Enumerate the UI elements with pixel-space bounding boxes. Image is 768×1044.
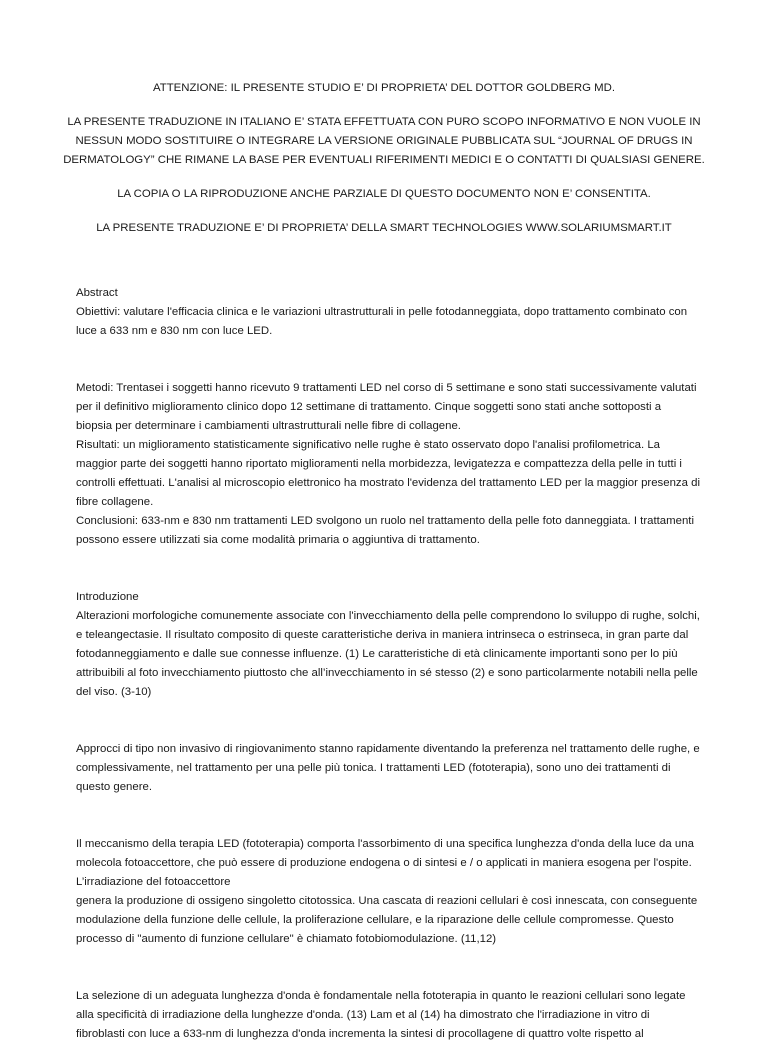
abstract-results: Risultati: un miglioramento statisticamente significativo nelle rughe è stato osservato dopo l'analisi profilometrica. La maggior parte dei soggetti hanno riportato miglioramenti nella morbidezza, levigatezza e compattezza della pelle in tutti i controlli effettuati. L'analisi al microscopio elettronico ha mostrato l'evidenza del trattamento LED per la maggior presenza di fibre collagene. (76, 439, 700, 508)
ownership-notice-goldberg: ATTENZIONE: IL PRESENTE STUDIO E’ DI PROPRIETA’ DEL DOTTOR GOLDBERG MD. (152, 82, 615, 94)
introduction-paragraph-2: Approcci di tipo non invasivo di ringiovanimento stanno rapidamente diventando la preferenza nel trattamento delle rughe, e complessivamente, nel trattamento per una pelle più tonica. I trattamenti LED (fototerapia), sono uno dei trattamenti di questo genere. (76, 743, 700, 793)
introduction-heading: Introduzione (76, 591, 139, 603)
introduction-paragraph-3a: Il meccanismo della terapia LED (fototerapia) comporta l'assorbimento di una specifica lunghezza d'onda della luce da una molecola fotoaccettore, che può essere di produzione endogena o di sintesi e / o applicati in maniera esogena per l'ospite. L’irradiazione del fotoaccettore (76, 838, 694, 888)
introduction-paragraph-3b: genera la produzione di ossigeno singoletto citotossica. Una cascata di reazioni cellulari è così innescata, con conseguente modulazione della funzione delle cellule, la proliferazione cellulare, e la riparazione delle cellule compromesse. Questo processo di "aumento di funzione cellulare" è chiamato fotobiomodulazione. (11,12) (76, 895, 698, 945)
document-body (76, 284, 700, 1044)
abstract-methods: Metodi: Trentasei i soggetti hanno ricevuto 9 trattamenti LED nel corso di 5 settimane e sono stati successivamente valutati per il definitivo miglioramento clinico dopo 12 settimane di trattamento. Cinque soggetti sono stati anche sottoposti a biopsia per determinare i cambiamenti ultrastrutturali nelle fibre di collagene. (76, 382, 697, 432)
introduction-paragraph-4: La selezione di un adeguata lunghezza d'onda è fondamentale nella fototerapia in quanto le reazioni cellulari sono legate alla specificità di irradiazione della lunghezze d'onda. (13) Lam et al (14) ha dimostrato che l'irradiazione in vitro di fibroblasti con luce a 633-nm di lunghezza d'onda incrementa la sintesi di procollagene di quattro volte rispetto al (76, 990, 686, 1040)
translation-disclaimer: LA PRESENTE TRADUZIONE IN ITALIANO E’ STATA EFFETTUATA CON PURO SCOPO INFORMATIVO E NON VUOLE IN NESSUN MODO SOSTITUIRE O INTEGRARE LA VERSIONE ORIGINALE PUBBLICATA SUL “JOURNAL OF DRUGS IN DERMATOLOGY” CHE RIMANE LA BASE PER EVENTUALI RIFERIMENTI MEDICI E O CONTATTI DI QUALSIASI GENERE. (63, 116, 705, 166)
copy-prohibition-notice: LA COPIA O LA RIPRODUZIONE ANCHE PARZIALE DI QUESTO DOCUMENTO NON E’ CONSENTITA. (117, 188, 651, 200)
copyright-header (60, 79, 708, 238)
translation-ownership-notice: LA PRESENTE TRADUZIONE E’ DI PROPRIETA’ DELLA SMART TECHNOLOGIES WWW.SOLARIUMSMART.IT (96, 222, 672, 234)
abstract-objectives: Obiettivi: valutare l'efficacia clinica e le variazioni ultrastrutturali in pelle fotodanneggiata, dopo trattamento combinato con luce a 633 nm e 830 nm con luce LED. (76, 306, 688, 337)
introduction-paragraph-1: Alterazioni morfologiche comunemente associate con l'invecchiamento della pelle comprendono lo sviluppo di rughe, solchi, e teleangectasie. Il risultato composito di queste caratteristiche deriva in maniera intrinseca o estrinseca, in gran parte dal fotodanneggiamento e dalle sue connesse influenze. (1) Le caratteristiche di età clinicamente importanti sono per lo più attribuibili al foto invecchiamento piuttosto che all’invecchiamento in sé stesso (2) e sono particolarmente notabili nella pelle del viso. (3-10) (76, 610, 700, 698)
abstract-heading: Abstract (76, 287, 118, 299)
abstract-conclusions: Conclusioni: 633-nm e 830 nm trattamenti LED svolgono un ruolo nel trattamento della pelle foto danneggiata. I trattamenti possono essere utilizzati sia come modalità primaria o aggiuntiva di trattamento. (76, 515, 694, 546)
